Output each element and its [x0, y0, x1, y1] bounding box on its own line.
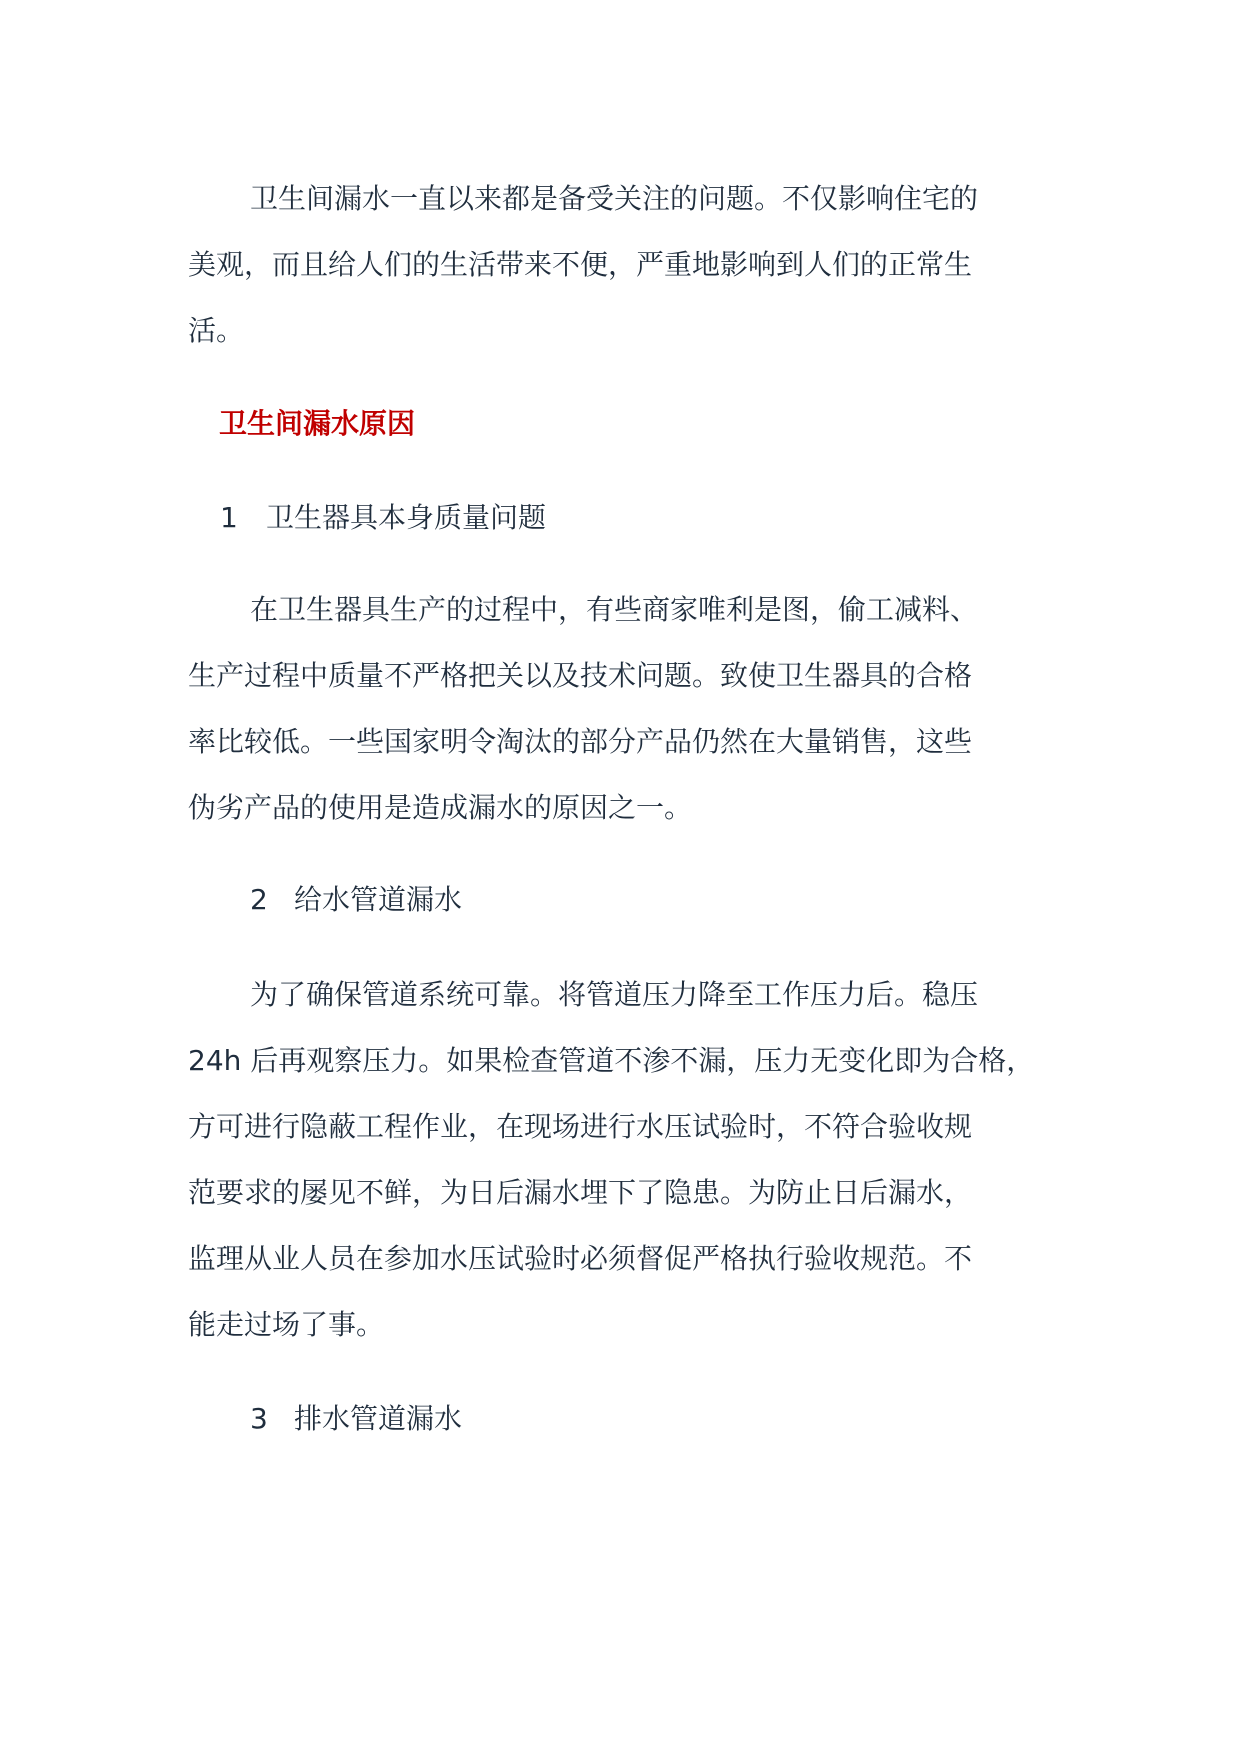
paragraph-line: 生产过程中质量不严格把关以及技术问题。致使卫生器具的合格	[188, 659, 973, 692]
paragraph-line: 为了确保管道系统可靠。将管道压力降至工作压力后。稳压	[250, 978, 979, 1011]
section-heading: 卫生间漏水原因	[219, 407, 416, 440]
subsection-title-2	[250, 880, 462, 920]
paragraph-line: 率比较低。一些国家明令淘汰的部分产品仍然在大量销售，这些	[188, 725, 973, 758]
intro-line: 活。	[188, 314, 245, 347]
subsection-title-text: 给水管道漏水	[294, 883, 463, 916]
subsection-number: 2	[250, 883, 268, 916]
subsection-number: 1	[220, 501, 238, 534]
subsection-title-text: 排水管道漏水	[294, 1402, 463, 1435]
paragraph-line: 监理从业人员在参加水压试验时必须督促严格执行验收规范。不	[188, 1242, 973, 1275]
paragraph-line: 方可进行隐蔽工程作业，在现场进行水压试验时，不符合验收规	[188, 1110, 973, 1143]
intro-line: 卫生间漏水一直以来都是备受关注的问题。不仅影响住宅的	[250, 182, 979, 215]
paragraph-line: 在卫生器具生产的过程中，有些商家唯利是图，偷工减料、	[250, 593, 979, 626]
subsection-title-text: 卫生器具本身质量问题	[266, 501, 547, 534]
subsection-number: 3	[250, 1402, 268, 1435]
paragraph-line: 伪劣产品的使用是造成漏水的原因之一。	[188, 791, 693, 824]
subsection-title-1	[220, 498, 546, 538]
paragraph-line: 范要求的屡见不鲜，为日后漏水埋下了隐患。为防止日后漏水，	[188, 1176, 973, 1209]
paragraph-line: 24h 后再观察压力。如果检查管道不渗不漏，压力无变化即为合格，	[188, 1044, 1035, 1077]
subsection-title-3	[250, 1399, 462, 1439]
paragraph-line: 能走过场了事。	[188, 1308, 385, 1341]
intro-line: 美观，而且给人们的生活带来不便，严重地影响到人们的正常生	[188, 248, 973, 281]
